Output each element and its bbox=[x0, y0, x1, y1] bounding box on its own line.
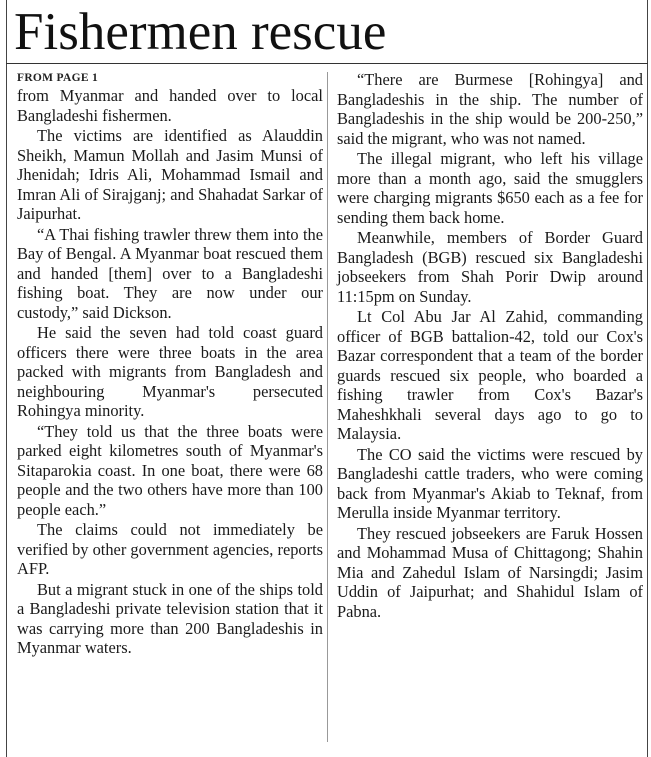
continuation-kicker: FROM PAGE 1 bbox=[17, 72, 99, 84]
paragraph: He said the seven had told coast guard officers there were three boats in the area packed with migrants from Bangladesh and neighbouring Myanmar's persecuted Rohingya minority. bbox=[17, 323, 323, 420]
paragraph: They rescued jobseekers are Faruk Hossen and Mohammad Musa of Chittagong; Shahin Mia and Zahedul Islam of Narsingdi; Jasim Uddin of Jaipurhat; and Shahidul Islam of Pabna. bbox=[337, 523, 643, 621]
paragraph: “There are Burmese [Rohingya] and Bangladeshis in the ship. The number of Bangladeshis in the ship would be 200-250,” said the migrant, who was not named. bbox=[337, 70, 643, 148]
paragraph: The CO said the victims were rescued by Bangladeshi cattle traders, who were coming back from Myanmar's Akiab to Teknaf, from Merulla inside Myanmar territory. bbox=[337, 444, 643, 522]
left-column bbox=[17, 70, 323, 659]
paragraph: The claims could not immediately be verified by other government agencies, reports AFP. bbox=[17, 520, 323, 578]
right-column bbox=[337, 70, 643, 622]
paragraph: The illegal migrant, who left his village more than a month ago, said the smugglers were charging migrants $650 each as a fee for sending them back home. bbox=[337, 149, 643, 227]
paragraph: “They told us that the three boats were parked eight kilometres south of Myanmar's Sitaparokia coast. In one boat, there were 68 people and the two others have more than 100 people each.” bbox=[17, 421, 323, 519]
paragraph: Lt Col Abu Jar Al Zahid, commanding officer of BGB battalion-42, told our Cox's Bazar correspondent that a team of the border guards rescued six people, who boarded a fishing trawler from Cox's Bazar's Maheshkhali several days ago to go to Malaysia. bbox=[337, 307, 643, 443]
headline: Fishermen rescue bbox=[14, 3, 387, 61]
paragraph: from Myanmar and handed over to local Bangladeshi fishermen. bbox=[17, 86, 323, 125]
headline-rule bbox=[6, 63, 648, 64]
paragraph: Meanwhile, members of Border Guard Bangladesh (BGB) rescued six Bangladeshi jobseekers from Shah Porir Dwip around 11:15pm on Sunday. bbox=[337, 228, 643, 306]
column-divider bbox=[327, 72, 328, 742]
paragraph: “A Thai fishing trawler threw them into the Bay of Bengal. A Myanmar boat rescued them and handed [them] over to a Bangladeshi fishing boat. They are now under our custody,” said Dickson. bbox=[17, 224, 323, 322]
paragraph: But a migrant stuck in one of the ships told a Bangladeshi private television station that it was carrying more than 200 Bangladeshis in Myanmar waters. bbox=[17, 579, 323, 657]
paragraph: The victims are identified as Alauddin Sheikh, Mamun Mollah and Jasim Munsi of Jhenidah; Idris Ali, Mohammad Ismail and Imran Ali of Sirajganj; and Shahadat Sarkar of Jaipurhat. bbox=[17, 126, 323, 223]
